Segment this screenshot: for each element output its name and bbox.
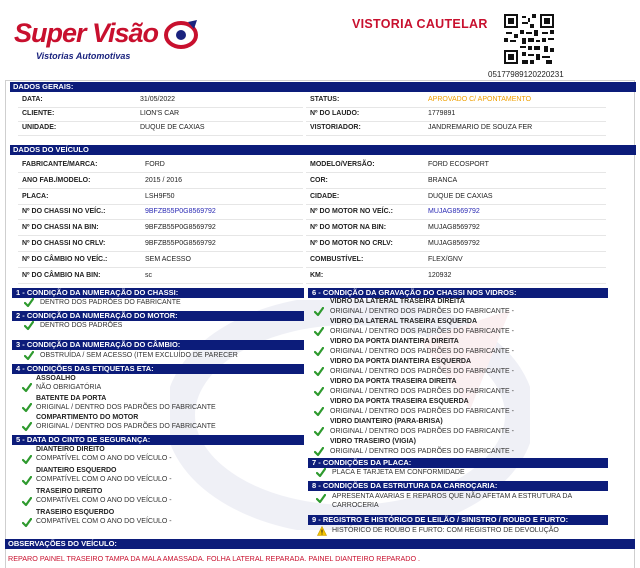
dados-veiculo-value: FORD — [145, 161, 165, 168]
company-logo — [14, 18, 199, 66]
section-5-group-value: COMPATÍVEL COM O ANO DO VEÍCULO - — [36, 518, 172, 525]
dados-veiculo-row — [306, 269, 606, 284]
dados-veiculo-value: 120932 — [428, 271, 452, 279]
section-7-placa: 7 - CONDIÇÕES DA PLACA: — [308, 458, 608, 468]
dados-veiculo-value: MUJAG8569792 — [428, 208, 480, 216]
dados-gerais-label: CLIENTE: — [22, 110, 55, 117]
dados-veiculo-label: Nº DO CHASSI NA BIN: — [22, 224, 99, 232]
section-5-group-value: COMPATÍVEL COM O ANO DO VEÍCULO - — [36, 476, 172, 483]
dados-gerais-value: 31/05/2022 — [140, 96, 176, 103]
dados-veiculo-value: sc — [145, 271, 152, 279]
dados-veiculo-value: 9BFZB55P0G8569792 — [145, 224, 216, 232]
qr-code-icon — [504, 14, 554, 64]
section-header-dados-gerais: DADOS GERAIS: — [10, 82, 636, 92]
section-4-group-value: ORIGINAL / DENTRO DOS PADRÕES DO FABRICANTE — [36, 403, 216, 411]
section-6-group-value: ORIGINAL / DENTRO DOS PADRÕES DO FABRICANTE - — [330, 308, 514, 315]
section-1-chassi: 1 - CONDIÇÃO DA NUMERAÇÃO DO CHASSI: — [12, 288, 304, 298]
check-icon — [316, 494, 326, 504]
section-2-motor: 2 - CONDIÇÃO DA NUMERAÇÃO DO MOTOR: — [12, 311, 304, 321]
logo-text: Super Visão — [14, 18, 159, 48]
section-6-vidros: 6 - CONDIÇÃO DA GRAVAÇÃO DO CHASSI NOS VIDROS: — [308, 288, 608, 298]
dados-veiculo-label: Nº DO MOTOR NA BIN: — [310, 224, 387, 232]
section-6-group-name: VIDRO DIANTEIRO (PARA-BRISA) — [330, 418, 443, 425]
dados-gerais-label: STATUS: — [310, 96, 340, 103]
section-4-group-name: COMPARTIMENTO DO MOTOR — [36, 414, 139, 421]
section-6-group-value: ORIGINAL / DENTRO DOS PADRÕES DO FABRICANTE - — [330, 428, 514, 435]
section-4-group-name: ASSOALHO — [36, 375, 76, 382]
document-code: 05177989120220231 — [488, 70, 564, 79]
dados-veiculo-label: Nº DO CÂMBIO NA BIN: — [22, 271, 101, 279]
dados-veiculo-label: PLACA: — [22, 192, 49, 200]
warning-icon — [317, 526, 327, 536]
dados-gerais-value: APROVADO C/ APONTAMENTO — [428, 96, 532, 103]
dados-veiculo-value: SEM ACESSO — [145, 255, 191, 263]
dados-veiculo-label: COMBUSTÍVEL: — [310, 255, 364, 263]
dados-veiculo-value: MUJAG8569792 — [428, 240, 480, 247]
section-8-item-line1: APRESENTA AVARIAS E REPAROS QUE NÃO AFETAM A ESTRUTURA DA — [332, 493, 573, 500]
dados-veiculo-label: MODELO/VERSÃO: — [310, 161, 375, 168]
check-icon — [314, 447, 324, 457]
section-7-item: PLACA E TARJETA EM CONFORMIDADE — [332, 469, 465, 476]
dados-veiculo-label: KM: — [310, 271, 324, 279]
section-4-group-value: ORIGINAL / DENTRO DOS PADRÕES DO FABRICANTE — [36, 423, 216, 430]
section-9-item: HISTÓRICO DE ROUBO E FURTO: COM REGISTRO DE DEVOLUÇÃO — [332, 527, 559, 534]
check-icon — [22, 455, 32, 465]
section-9-registro: 9 - REGISTRO E HISTÓRICO DE LEILÃO / SINISTRO / ROUBO E FURTO: — [308, 515, 608, 525]
dados-veiculo-label: Nº DO CÂMBIO NO VEÍC.: — [22, 255, 108, 263]
section-6-group-name: VIDRO TRASEIRO (VIGIA) — [330, 438, 416, 445]
dados-veiculo-label: Nº DO MOTOR NO CRLV: — [310, 240, 393, 247]
section-2-item: DENTRO DOS PADRÕES — [40, 322, 123, 329]
section-6-group-name: VIDRO DA LATERAL TRASEIRA DIREITA — [330, 298, 465, 305]
section-5-group-value: COMPATÍVEL COM O ANO DO VEÍCULO - — [36, 497, 172, 504]
dados-veiculo-label: COR: — [310, 176, 328, 184]
section-5-group-name: TRASEIRO DIREITO — [36, 488, 103, 495]
dados-veiculo-value: 9BFZB55P0G8569792 — [145, 208, 216, 216]
dados-gerais-value: DUQUE DE CAXIAS — [140, 124, 205, 131]
section-4-group-name: BATENTE DA PORTA — [36, 394, 107, 402]
dados-veiculo-value: FORD ECOSPORT — [428, 161, 489, 168]
section-5-group-value: COMPATÍVEL COM O ANO DO VEÍCULO - — [36, 455, 172, 462]
check-icon — [22, 497, 32, 507]
check-icon — [22, 422, 32, 432]
document-title: VISTORIA CAUTELAR — [352, 17, 488, 31]
check-icon — [24, 298, 34, 308]
dados-veiculo-label: CIDADE: — [310, 192, 340, 200]
dados-veiculo-value: FLEX/GNV — [428, 255, 463, 263]
dados-veiculo-value: 9BFZB55P0G8569792 — [145, 240, 216, 247]
dados-veiculo-value: BRANCA — [428, 176, 458, 184]
dados-veiculo-label: Nº DO MOTOR NO VEÍC.: — [310, 208, 393, 216]
section-4-etiquetas: 4 - CONDIÇÕES DAS ETIQUETAS ETA: — [12, 364, 304, 374]
section-6-group-name: VIDRO DA PORTA DIANTEIRA ESQUERDA — [330, 358, 472, 365]
check-icon — [314, 367, 324, 377]
dados-veiculo-label: ANO FAB./MODELO: — [22, 176, 91, 184]
section-3-item: OBSTRUÍDA / SEM ACESSO (ITEM EXCLUÍDO DE PARECER — [40, 352, 238, 359]
dados-gerais-label: DATA: — [22, 96, 43, 103]
dados-veiculo-value: DUQUE DE CAXIAS — [428, 192, 493, 200]
check-icon — [314, 347, 324, 357]
dados-gerais-value: JANDREMARIO DE SOUZA FER — [428, 124, 533, 131]
check-icon — [22, 476, 32, 486]
dados-gerais-label: VISTORIADOR: — [310, 124, 361, 131]
dados-gerais-value: LION'S CAR — [140, 110, 180, 117]
section-6-group-value: ORIGINAL / DENTRO DOS PADRÕES DO FABRICANTE - — [330, 388, 514, 395]
check-icon — [314, 387, 324, 397]
dados-gerais-value: 1779891 — [428, 110, 456, 117]
dados-gerais-label: Nº DO LAUDO: — [310, 110, 360, 117]
check-icon — [314, 427, 324, 437]
dados-veiculo-value: MUJAG8569792 — [428, 224, 480, 232]
section-5-group-name: DIANTEIRO ESQUERDO — [36, 467, 117, 474]
section-6-group-name: VIDRO DA LATERAL TRASEIRA ESQUERDA — [330, 318, 478, 325]
section-6-group-value: ORIGINAL / DENTRO DOS PADRÕES DO FABRICANTE - — [330, 408, 514, 415]
section-3-cambio: 3 - CONDIÇÃO DA NUMERAÇÃO DO CÂMBIO: — [12, 340, 304, 350]
section-6-group-value: ORIGINAL / DENTRO DOS PADRÕES DO FABRICANTE - — [330, 368, 514, 375]
section-8-carrocaria: 8 - CONDIÇÕES DA ESTRUTURA DA CARROÇARIA: — [308, 481, 608, 491]
section-4-group-value: NÃO OBRIGATÓRIA — [36, 384, 102, 391]
check-icon — [314, 327, 324, 337]
section-header-dados-veiculo: DADOS DO VEÍCULO — [10, 145, 636, 155]
section-6-group-name: VIDRO DA PORTA TRASEIRA ESQUERDA — [330, 398, 469, 405]
section-5-cinto: 5 - DATA DO CINTO DE SEGURANÇA: — [12, 435, 304, 445]
section-6-group-value: ORIGINAL / DENTRO DOS PADRÕES DO FABRICANTE - — [330, 328, 514, 335]
section-6-group-name: VIDRO DA PORTA TRASEIRA DIREITA — [330, 378, 457, 385]
section-6-group-value: ORIGINAL / DENTRO DOS PADRÕES DO FABRICANTE - — [330, 348, 514, 355]
section-6-group-name: VIDRO DA PORTA DIANTEIRA DIREITA — [330, 338, 459, 345]
dados-veiculo-label: Nº DO CHASSI NO CRLV: — [22, 240, 106, 247]
check-icon — [316, 468, 326, 478]
observacoes-text: REPARO PAINEL TRASEIRO TAMPA DA MALA AMASSADA. FOLHA LATERAL REPARADA. PAINEL DIANTEIRO REPARADO . — [8, 554, 421, 563]
check-icon — [314, 307, 324, 317]
check-icon — [24, 351, 34, 361]
dados-veiculo-value: LSH9F50 — [145, 192, 175, 200]
section-1-item: DENTRO DOS PADRÕES DO FABRICANTE — [40, 299, 181, 306]
section-5-group-name: TRASEIRO ESQUERDO — [36, 509, 115, 516]
check-icon — [22, 383, 32, 393]
section-header-observacoes: OBSERVAÇÕES DO VEÍCULO: — [5, 539, 635, 549]
dados-veiculo-value: 2015 / 2016 — [145, 176, 182, 184]
dados-veiculo-label: Nº DO CHASSI NO VEÍC.: — [22, 208, 106, 216]
logo-subtitle: Vistorias Automotivas — [36, 51, 131, 61]
eye-logo-icon — [164, 20, 198, 50]
section-5-group-name: DIANTEIRO DIREITO — [36, 446, 105, 453]
check-icon — [22, 403, 32, 413]
check-icon — [314, 407, 324, 417]
section-6-group-value: ORIGINAL / DENTRO DOS PADRÕES DO FABRICANTE - — [330, 448, 514, 455]
check-icon — [22, 518, 32, 528]
dados-gerais-label: UNIDADE: — [22, 124, 57, 131]
section-8-item-line2: CARROCERIA — [332, 502, 379, 509]
dados-veiculo-label: FABRICANTE/MARCA: — [22, 161, 98, 168]
check-icon — [24, 321, 34, 331]
